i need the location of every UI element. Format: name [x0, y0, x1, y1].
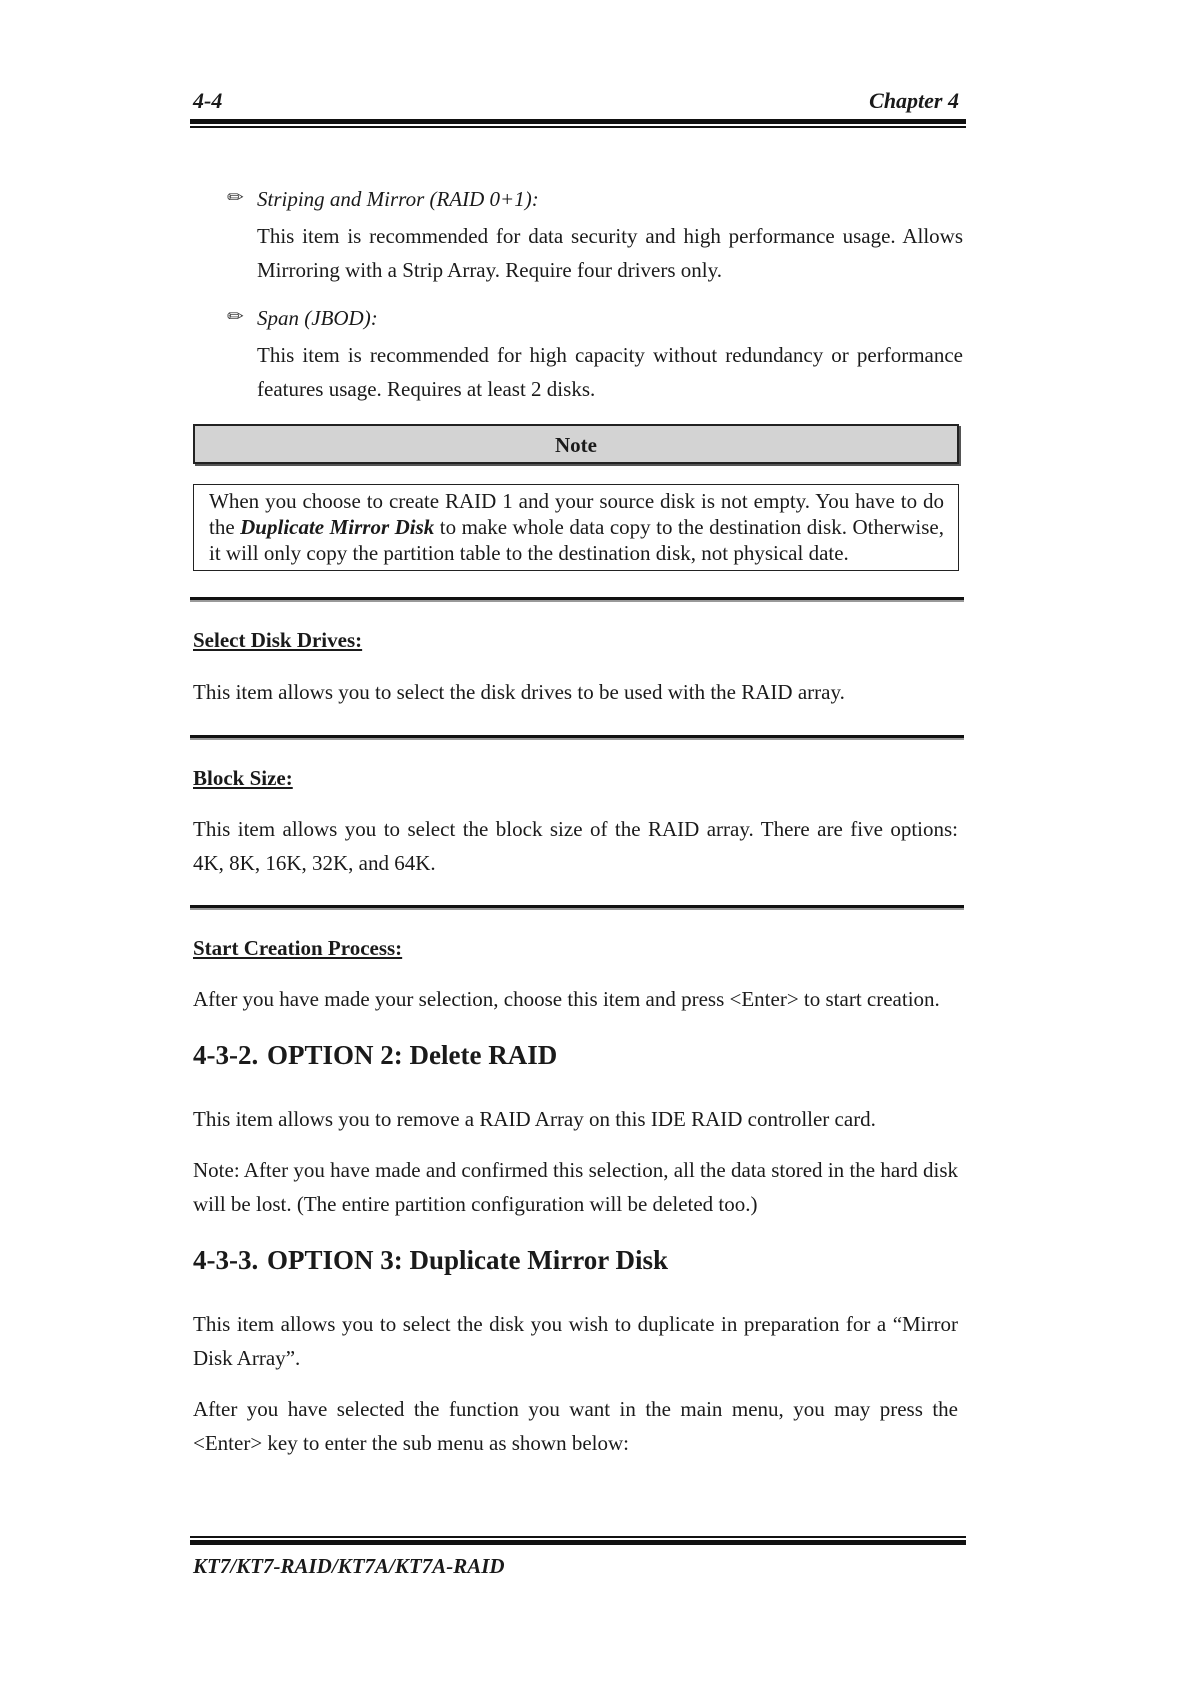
- pencil-icon: ✏: [227, 306, 244, 328]
- heading-title: OPTION 3: Duplicate Mirror Disk: [267, 1245, 668, 1275]
- option3-para2: After you have selected the function you want in the main menu, you may press the <Enter> key to enter the sub menu as shown below:: [193, 1397, 958, 1455]
- bullet-body: This item is recommended for data security and high performance usage. Allows Mirroring with a Strip Array. Require four drivers only.: [257, 224, 963, 282]
- bullet-title: Striping and Mirror (RAID 0+1):: [257, 187, 539, 211]
- note-text-after: to make whole data copy to the destination disk. Otherwise, it will only copy the partition table to the destination disk, not physical date.: [209, 515, 945, 565]
- chapter-label: Chapter 4: [869, 88, 959, 113]
- heading-title: OPTION 2: Delete RAID: [267, 1040, 558, 1070]
- option3-para1: This item allows you to select the disk you wish to duplicate in preparation for a “Mirror Disk Array”.: [193, 1312, 958, 1370]
- note-emphasis: Duplicate Mirror Disk: [240, 515, 435, 539]
- note-title: Note: [193, 424, 959, 464]
- header-rule: [190, 119, 966, 128]
- section-divider: [190, 597, 964, 600]
- bullet-body: This item is recommended for high capacity without redundancy or performance features usage. Requires at least 2 disks.: [257, 343, 963, 401]
- footer-model: KT7/KT7-RAID/KT7A/KT7A-RAID: [193, 1554, 505, 1578]
- pencil-icon: ✏: [227, 187, 244, 209]
- bullet-jbod: [227, 306, 963, 406]
- section-divider: [190, 735, 964, 738]
- section-body-select-disk: This item allows you to select the disk drives to be used with the RAID array.: [193, 680, 845, 704]
- option2-para2: Note: After you have made and confirmed this selection, all the data stored in the hard disk will be lost. (The entire partition configuration will be deleted too.): [193, 1158, 958, 1216]
- section-title-block-size: Block Size:: [193, 766, 293, 790]
- section-divider: [190, 905, 964, 908]
- footer-rule: [190, 1536, 966, 1545]
- section-body-block-size: This item allows you to select the block size of the RAID array. There are five options: 4K, 8K, 16K, 32K, and 64K.: [193, 817, 958, 875]
- heading-option2: [193, 1040, 557, 1071]
- page-header: [193, 88, 963, 118]
- bullet-raid01: [227, 187, 963, 287]
- section-title-start-creation: Start Creation Process:: [193, 936, 403, 960]
- section-title-select-disk: Select Disk Drives:: [193, 628, 363, 652]
- page-number: 4-4: [193, 88, 223, 113]
- note-text-before: When you choose to create RAID 1 and your source disk is not empty. You have to do the: [209, 489, 944, 539]
- option2-para1: This item allows you to remove a RAID Array on this IDE RAID controller card.: [193, 1107, 876, 1131]
- heading-number: 4-3-3.: [193, 1245, 259, 1275]
- section-body-start-creation: After you have made your selection, choose this item and press <Enter> to start creation.: [193, 987, 940, 1011]
- heading-number: 4-3-2.: [193, 1040, 259, 1070]
- bullet-title: Span (JBOD):: [257, 306, 378, 330]
- heading-option3: [193, 1245, 668, 1276]
- note-body: [193, 484, 959, 571]
